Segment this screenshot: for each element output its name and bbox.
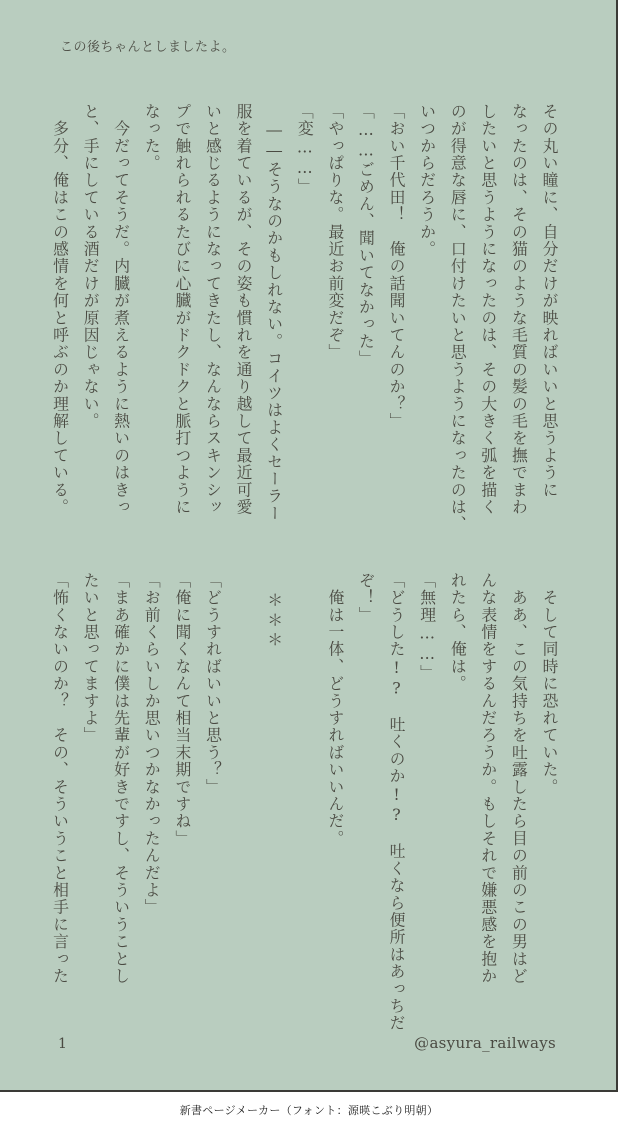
text-line: 「まあ確かに僕は先輩が好きですし、そういうことし — [111, 572, 131, 985]
text-line: いと感じるようになってきたし、なんならスキンシッ — [203, 103, 223, 516]
text-line: 俺は一体、どうすればいいんだ。 — [325, 572, 345, 848]
text-line: 「お前くらいしか思いつかなかったんだよ」 — [142, 572, 162, 916]
text-line: と、手にしている酒だけが原因じゃない。 — [81, 103, 101, 430]
text-line: 「俺に聞くなんて相当末期ですね」 — [172, 572, 192, 848]
text-line: れたら、俺は。 — [448, 572, 468, 693]
text-line: 「無理……」 — [417, 572, 437, 682]
text-line: なったのは、その猫のような毛質の髪の毛を撫でまわ — [509, 103, 529, 516]
text-line: その丸い瞳に、自分だけが映ればいいと思うように — [540, 103, 559, 499]
text-line: 「おい千代田！ 俺の話聞いてんのか？」 — [387, 103, 407, 430]
author-handle: @asyura_railways — [414, 1034, 556, 1052]
scene-break: ＊＊＊ — [264, 572, 284, 652]
text-line: 「変……」 — [295, 103, 315, 196]
text-line: 多分、俺はこの感情を何と呼ぶのか理解している。 — [50, 103, 70, 516]
lower-text-block — [44, 572, 564, 1032]
text-line: 「やっぱりな。最近お前変だぞ」 — [325, 103, 345, 361]
text-line: 「……ごめん、聞いてなかった」 — [356, 103, 376, 368]
text-line: なった。 — [142, 103, 162, 172]
blank-line — [227, 572, 258, 1002]
text-line: たいと思ってますよ」 — [81, 572, 101, 744]
text-line: ――そうなのかもしれない。コイツはよくセーラー — [264, 103, 284, 523]
text-line: 「怖くないのか？ その、そういうこと相手に言った — [50, 572, 70, 985]
text-line: したいと思うようになったのは、その大きく弧を描く — [478, 103, 498, 516]
text-line: ああ、この気持ちを吐露したら目の前のこの男はど — [509, 572, 529, 985]
text-line: 「どうした!? 吐くのか!? 吐くなら便所はあっちだ — [387, 572, 407, 1032]
text-line: プで触れられるたびに心臓がドクドクと脈打つように — [172, 103, 192, 516]
page-number: 1 — [58, 1036, 67, 1052]
text-line: んな表情をするんだろうか。もしそれで嫌悪感を抱か — [478, 572, 498, 985]
text-line: そして同時に恐れていた。 — [540, 572, 559, 796]
upper-text-block — [44, 103, 564, 533]
text-line: 「どうすればいいと思う？」 — [203, 572, 223, 796]
header-note: この後ちゃんとしましたよ。 — [60, 40, 236, 55]
text-line: 服を着ているが、その姿も慣れを通り越して最近可愛 — [234, 103, 254, 516]
text-line: のが得意な唇に、口付けたいと思うようになったのは、 — [448, 103, 468, 533]
generator-caption: 新書ページメーカー（フォント：源暎こぶり明朝） — [179, 1104, 439, 1117]
text-line: 今だってそうだ。内臓が煮えるように熱いのはきっ — [111, 103, 131, 516]
text-line: いつからだろうか。 — [417, 103, 437, 258]
text-line: ぞ！」 — [356, 572, 376, 624]
blank-line — [289, 572, 320, 1002]
